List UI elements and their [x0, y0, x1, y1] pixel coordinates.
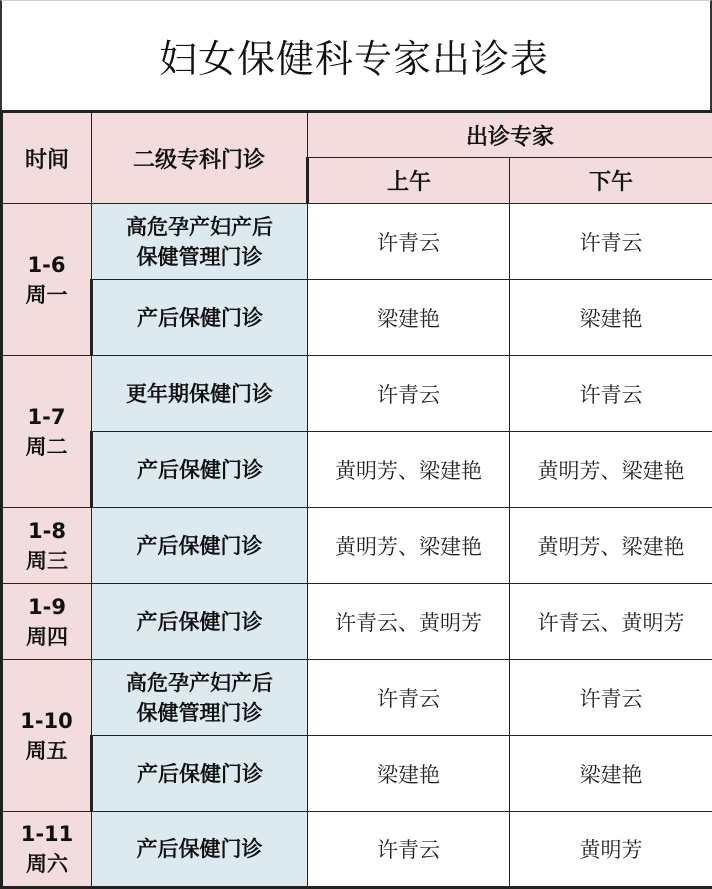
dept-name-line1: 产后保健门诊: [93, 759, 307, 789]
schedule-row: [2, 508, 712, 584]
dept-cell: [92, 432, 308, 508]
header-am: 上午: [308, 158, 510, 204]
day-cell: [2, 812, 92, 888]
schedule-row: [2, 356, 712, 432]
header-time: 时间: [2, 112, 92, 204]
header-experts: 出诊专家: [308, 112, 712, 158]
dept-name-line1: 产后保健门诊: [93, 455, 307, 485]
dept-cell: [92, 584, 308, 660]
am-doctor: 梁建艳: [308, 736, 510, 812]
pm-doctor: 许青云: [510, 660, 712, 736]
dept-name-line1: 产后保健门诊: [92, 607, 307, 637]
header-row-1: [2, 112, 712, 158]
pm-doctor: 许青云、黄明芳: [510, 584, 712, 660]
dept-cell: [92, 508, 308, 584]
day-date: 1-8: [3, 516, 91, 546]
day-date: 1-11: [3, 819, 91, 849]
schedule-body: [2, 112, 712, 888]
pm-doctor: 黄明芳、梁建艳: [510, 508, 712, 584]
schedule-row: [2, 584, 712, 660]
dept-name-line1: 产后保健门诊: [92, 834, 307, 864]
am-doctor: 许青云: [308, 204, 510, 280]
day-weekday: 周二: [3, 432, 90, 462]
day-weekday: 周四: [3, 622, 91, 652]
schedule-row: [2, 280, 712, 356]
day-cell: [2, 356, 92, 508]
dept-cell: [92, 812, 308, 888]
pm-doctor: 许青云: [510, 356, 712, 432]
day-date: 1-10: [3, 706, 90, 736]
day-date: 1-9: [3, 592, 91, 622]
day-cell: [2, 660, 92, 812]
dept-cell: [92, 204, 308, 280]
dept-cell: [92, 736, 308, 812]
dept-name-line1: 更年期保健门诊: [92, 379, 307, 409]
dept-name-line1: 高危孕产妇产后: [92, 668, 307, 698]
dept-name-line2: 保健管理门诊: [92, 698, 307, 728]
am-doctor: 许青云: [308, 660, 510, 736]
dept-name-line1: 高危孕产妇产后: [92, 212, 307, 242]
dept-cell: [92, 660, 308, 736]
pm-doctor: 许青云: [510, 204, 712, 280]
page-title: 妇女保健科专家出诊表: [159, 28, 549, 83]
dept-cell: [92, 280, 308, 356]
dept-name-line1: 产后保健门诊: [93, 303, 307, 333]
pm-doctor: 黄明芳、梁建艳: [510, 432, 712, 508]
pm-doctor: 梁建艳: [510, 736, 712, 812]
am-doctor: 许青云: [308, 812, 510, 888]
day-weekday: 周三: [3, 546, 91, 576]
title-box: [0, 0, 712, 110]
schedule-row: [2, 204, 712, 280]
schedule-row: [2, 660, 712, 736]
dept-name-line1: 产后保健门诊: [92, 531, 307, 561]
day-weekday: 周五: [3, 736, 90, 766]
am-doctor: 许青云、黄明芳: [308, 584, 510, 660]
schedule-row: [2, 812, 712, 888]
pm-doctor: 黄明芳: [510, 812, 712, 888]
schedule-table: [0, 110, 712, 889]
day-cell: [2, 584, 92, 660]
day-weekday: 周一: [3, 280, 90, 310]
day-date: 1-6: [3, 250, 90, 280]
header-dept: 二级专科门诊: [92, 112, 308, 204]
header-pm: 下午: [510, 158, 712, 204]
am-doctor: 许青云: [308, 356, 510, 432]
schedule-row: [2, 432, 712, 508]
am-doctor: 黄明芳、梁建艳: [308, 432, 510, 508]
am-doctor: 黄明芳、梁建艳: [308, 508, 510, 584]
day-cell: [2, 508, 92, 584]
pm-doctor: 梁建艳: [510, 280, 712, 356]
dept-name-line2: 保健管理门诊: [92, 242, 307, 272]
day-cell: [2, 204, 92, 356]
schedule-row: [2, 736, 712, 812]
day-weekday: 周六: [3, 849, 91, 879]
dept-cell: [92, 356, 308, 432]
am-doctor: 梁建艳: [308, 280, 510, 356]
day-date: 1-7: [3, 402, 90, 432]
